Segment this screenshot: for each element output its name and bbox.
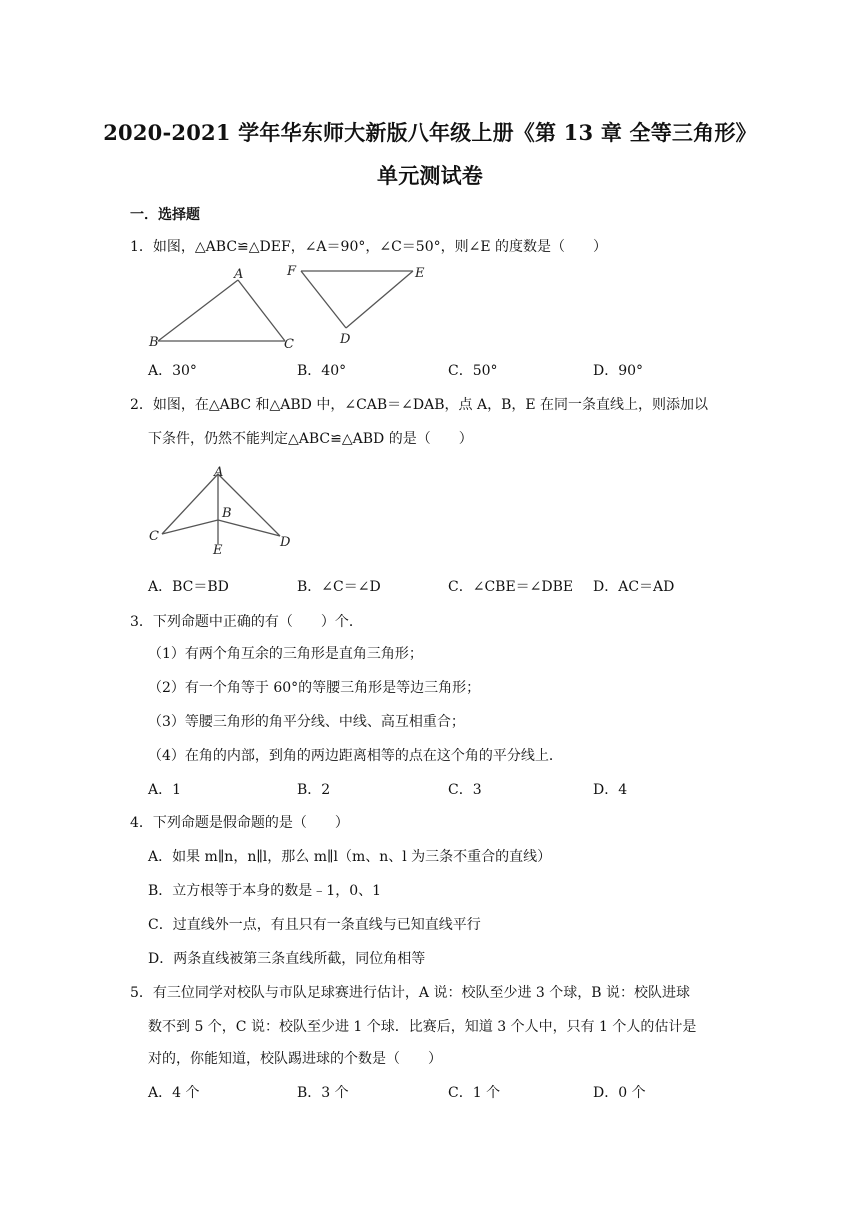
q3-option-c: C．3 xyxy=(448,782,482,798)
q2-option-c: C．∠CBE＝∠DBE xyxy=(448,579,574,595)
q1-option-b: B．40° xyxy=(297,363,347,379)
q1-option-c: C．50° xyxy=(448,363,498,379)
q2-option-a: A．BC＝BD xyxy=(148,579,229,595)
fig2-label-e: E xyxy=(213,543,223,556)
q3-option-b: B．2 xyxy=(297,782,331,798)
question-2-stem-line2: 下条件，仍然不能判定△ABC≌△ABD 的是（ ） xyxy=(148,431,473,447)
question-5-stem-line1: 5．有三位同学对校队与市队足球赛进行估计，A 说：校队至少进 3 个球，B 说：校队进球 xyxy=(130,985,691,1001)
fig2-label-d: D xyxy=(280,535,291,550)
page-subtitle: 单元测试卷 xyxy=(377,163,483,188)
q5-option-c: C．1 个 xyxy=(448,1085,501,1101)
q1-option-d: D．90° xyxy=(593,363,644,379)
q4-option-a: A．如果 m∥n，n∥l，那么 m∥l（m、n、l 为三条不重合的直线） xyxy=(148,849,552,865)
fig2-label-b: B xyxy=(222,506,232,521)
question-2-figure xyxy=(148,464,298,556)
q3-item-1: （1）有两个角互余的三角形是直角三角形； xyxy=(148,646,423,662)
q2-option-d: D．AC＝AD xyxy=(593,579,675,595)
q3-option-a: A．1 xyxy=(148,782,182,798)
question-5-stem-line3: 对的，你能知道，校队踢进球的个数是（ ） xyxy=(148,1051,442,1067)
fig1-label-e: E xyxy=(415,266,425,281)
fig1-label-b: B xyxy=(149,335,159,350)
q4-option-d: D．两条直线被第三条直线所截，同位角相等 xyxy=(148,951,426,967)
q4-option-c: C．过直线外一点，有且只有一条直线与已知直线平行 xyxy=(148,917,481,933)
fig1-label-c: C xyxy=(284,337,294,352)
question-3-stem: 3．下列命题中正确的有（ ）个． xyxy=(130,614,363,630)
q5-option-b: B．3 个 xyxy=(297,1085,349,1101)
fig1-label-d: D xyxy=(340,332,351,347)
q1-option-a: A．30° xyxy=(148,363,197,379)
q5-option-d: D．0 个 xyxy=(593,1085,646,1101)
q3-item-2: （2）有一个角等于 60°的等腰三角形是等边三角形； xyxy=(148,680,481,696)
fig2-label-a: A xyxy=(214,465,224,480)
q3-item-4: （4）在角的内部，到角的两边距离相等的点在这个角的平分线上． xyxy=(148,748,563,764)
question-2-stem-line1: 2．如图，在△ABC 和△ABD 中，∠CAB＝∠DAB，点 A，B，E 在同一条直线上，则添加以 xyxy=(130,397,709,413)
q4-option-b: B．立方根等于本身的数是﹣1，0、1 xyxy=(148,883,382,899)
fig2-label-c: C xyxy=(149,529,159,544)
fig1-label-a: A xyxy=(234,267,244,282)
fig1-label-f: F xyxy=(287,264,297,279)
q3-item-3: （3）等腰三角形的角平分线、中线、高互相重合； xyxy=(148,714,465,730)
page-title: 2020-2021 学年华东师大新版八年级上册《第 13 章 全等三角形》 xyxy=(103,120,757,145)
question-5-stem-line2: 数不到 5 个，C 说：校队至少进 1 个球．比赛后，知道 3 个人中，只有 1 个人的估计是 xyxy=(148,1019,697,1035)
q2-option-b: B．∠C＝∠D xyxy=(297,579,381,595)
question-1-stem: 1．如图，△ABC≌△DEF，∠A＝90°，∠C＝50°，则∠E 的度数是（ ） xyxy=(130,239,608,255)
question-1-figure xyxy=(148,262,438,354)
section-heading: 一．选择题 xyxy=(130,207,200,223)
question-4-stem: 4．下列命题是假命题的是（ ） xyxy=(130,815,349,831)
q3-option-d: D．4 xyxy=(593,782,628,798)
q5-option-a: A．4 个 xyxy=(148,1085,200,1101)
